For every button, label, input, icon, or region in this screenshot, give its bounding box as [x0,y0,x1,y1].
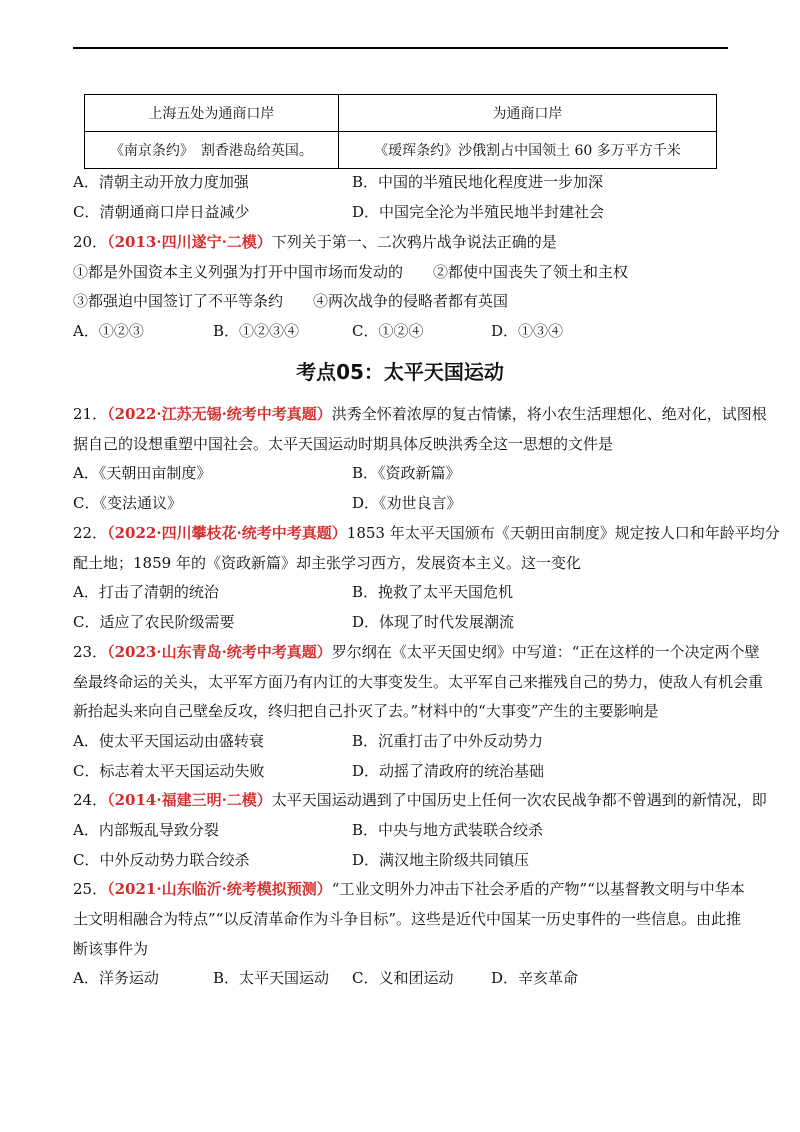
q20-option-d[interactable]: D．①③④ [491,322,564,340]
q23-option-d[interactable]: D．动摇了清政府的统治基础 [352,762,545,780]
question-source: （2013·四川遂宁·二模） [107,233,272,251]
q19-option-b[interactable]: B．中国的半殖民地化程度进一步加深 [352,173,604,191]
question-source: （2014·福建三明·二模） [107,791,272,809]
q22-option-c[interactable]: C．适应了农民阶级需要 [73,613,235,631]
table-cell: 为通商口岸 [338,95,716,132]
q19-option-d[interactable]: D．中国完全沦为半殖民地半封建社会 [352,203,605,221]
q25-stem-cont-2: 断该事件为 [73,940,149,958]
question-text: “工业文明外力冲击下社会矛盾的产物”“以基督教文明与中华本 [331,880,745,898]
q24-option-b[interactable]: B．中央与地方武装联合绞杀 [352,821,544,839]
q24-option-d[interactable]: D．满汉地主阶级共同镇压 [352,851,530,869]
q22-option-a[interactable]: A．打击了清朝的统治 [73,583,219,601]
comparison-table [84,94,717,169]
q22-stem-cont: 配土地；1859 年的《资政新篇》却主张学习西方，发展资本主义。这一变化 [73,554,581,572]
q24-stem [73,790,767,810]
q21-stem-cont: 据自己的设想重塑中国社会。太平天国运动时期具体反映洪秀全这一思想的文件是 [73,435,614,453]
q22-stem [73,523,780,543]
q24-option-a[interactable]: A．内部叛乱导致分裂 [73,821,219,839]
question-text: 太平天国运动遇到了中国历史上任何一次农民战争都不曾遇到的新情况，即 [271,791,767,809]
q20-statements-2: ③都强迫中国签订了不平等条约 ④两次战争的侵略者都有英国 [73,292,509,310]
q23-stem-cont-1: 垒最终命运的关头，太平军方面乃有内讧的大事变发生。太平军自己来摧残自己的势力，使敌人有机会重 [73,673,764,691]
q22-option-d[interactable]: D．体现了时代发展潮流 [352,613,515,631]
q21-stem [73,404,767,424]
question-number: 25． [73,880,108,898]
q20-option-c[interactable]: C．①②④ [352,322,424,340]
question-source: （2022·四川攀枝花·统考中考真题） [107,524,347,542]
q25-option-a[interactable]: A．洋务运动 [73,969,159,987]
q20-option-b[interactable]: B．①②③④ [213,322,300,340]
question-number: 24． [73,791,108,809]
q21-option-a[interactable]: A．《天朝田亩制度》 [73,464,212,482]
q25-option-d[interactable]: D．辛亥革命 [491,969,579,987]
q23-stem-cont-2: 新抬起头来向自己壁垒反攻，终归把自己扑灭了去。”材料中的“大事变”产生的主要影响是 [73,702,659,720]
q22-option-b[interactable]: B．挽救了太平天国危机 [352,583,514,601]
table-cell: 上海五处为通商口岸 [85,95,339,132]
q23-option-b[interactable]: B．沉重打击了中外反动势力 [352,732,544,750]
question-text: 1853 年太平天国颁布《天朝田亩制度》规定按人口和年龄平均分 [346,524,780,542]
q20-stem [73,232,557,252]
q19-option-c[interactable]: C．清朝通商口岸日益减少 [73,203,250,221]
q21-option-b[interactable]: B．《资政新篇》 [352,464,461,482]
question-source: （2021·山东临沂·统考模拟预测） [107,880,332,898]
question-number: 21． [73,405,108,423]
table-row [85,132,717,169]
question-number: 20． [73,233,108,251]
question-source: （2023·山东青岛·统考中考真题） [107,643,332,661]
question-number: 23． [73,643,108,661]
question-text: 洪秀全怀着浓厚的复古情愫，将小农生活理想化、绝对化，试图根 [331,405,767,423]
question-text: 下列关于第一、二次鸦片战争说法正确的是 [271,233,557,251]
q25-option-c[interactable]: C．义和团运动 [352,969,454,987]
q21-option-d[interactable]: D．《劝世良言》 [352,494,462,512]
q24-option-c[interactable]: C．中外反动势力联合绞杀 [73,851,250,869]
q21-option-c[interactable]: C．《变法通议》 [73,494,182,512]
table-row [85,95,717,132]
section-title: 考点05：太平天国运动 [296,360,504,384]
q19-option-a[interactable]: A．清朝主动开放力度加强 [73,173,249,191]
question-text: 罗尔纲在《太平天国史纲》中写道：“正在这样的一个决定两个壁 [331,643,760,661]
question-number: 22． [73,524,108,542]
q23-stem [73,642,759,662]
q25-stem [73,879,745,899]
question-source: （2022·江苏无锡·统考中考真题） [107,405,332,423]
table-cell: 《南京条约》 割香港岛给英国。 [85,132,339,169]
q25-option-b[interactable]: B．太平天国运动 [213,969,330,987]
table-cell: 《瑷珲条约》沙俄割占中国领土 60 多万平方千米 [338,132,716,169]
header-rule [73,47,728,49]
q20-option-a[interactable]: A．①②③ [73,322,144,340]
q25-stem-cont-1: 土文明相融合为特点”“以反清革命作为斗争目标”。这些是近代中国某一历史事件的一些信息。由此推 [73,910,742,928]
q23-option-a[interactable]: A．使太平天国运动由盛转衰 [73,732,264,750]
q23-option-c[interactable]: C．标志着太平天国运动失败 [73,762,265,780]
q20-statements-1: ①都是外国资本主义列强为打开中国市场而发动的 ②都使中国丧失了领土和主权 [73,263,629,281]
